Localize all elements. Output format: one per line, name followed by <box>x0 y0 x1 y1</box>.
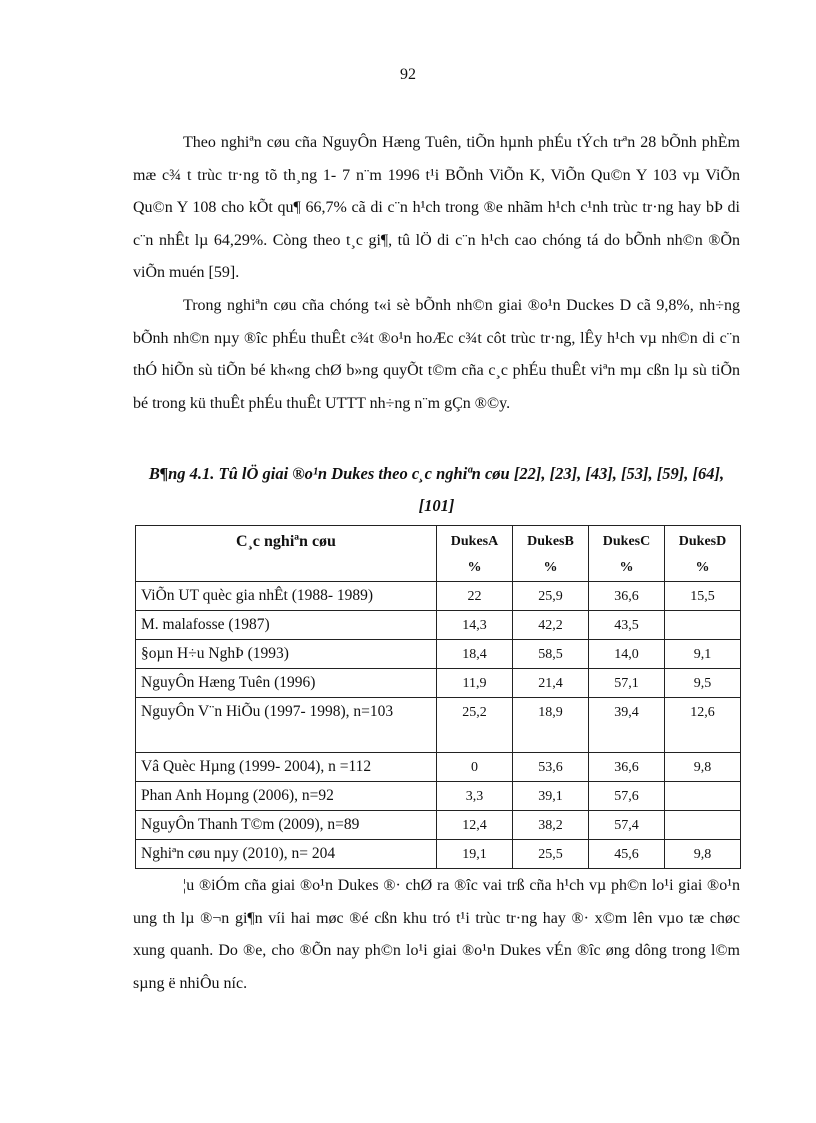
page-number: 92 <box>400 66 416 83</box>
paragraph-1-text: Theo nghiªn cøu cña NguyÔn Hæng Tuên, tiÕn hµnh phÉu tÝch trªn 28 bÕnh phÈm mæ c¾ t trùc tr·ng tõ th¸ng 1- 7 n¨m 1996 t¹i BÕnh ViÕn K, ViÕn Qu©n Y 103 vµ ViÕn Qu©n Y 108 cho kÕt qu¶ 66,7% cã di c¨n h¹ch trong ®e nhãm h¹ch c¹nh trùc tr·ng hay bÞ di c¨n nhÊt lµ 64,29%. Còng theo t¸c gi¶, tû lÖ di c¨n h¹ch cao chóng tá do bÕnh nh©n ®Õn viÕn muén [59]. <box>133 134 740 282</box>
dukes-b-value: 25,9 <box>513 582 589 611</box>
table-row <box>136 698 741 753</box>
study-name: NguyÔn Hæng Tuên (1996) <box>136 669 437 698</box>
table-row <box>136 611 741 640</box>
header-dukes-b <box>513 526 589 582</box>
header-dukes-c-unit: % <box>619 560 634 575</box>
dukes-b-value: 25,5 <box>513 840 589 869</box>
header-dukes-b-unit: % <box>543 560 558 575</box>
paragraph-3 <box>133 870 740 1000</box>
table-row <box>136 640 741 669</box>
dukes-a-value: 25,2 <box>437 698 513 753</box>
table-row <box>136 582 741 611</box>
study-name: Nghiªn cøu nµy (2010), n= 204 <box>136 840 437 869</box>
dukes-d-value: 9,5 <box>665 669 741 698</box>
table-row <box>136 811 741 840</box>
dukes-d-value: 12,6 <box>665 698 741 753</box>
dukes-a-value: 14,3 <box>437 611 513 640</box>
dukes-b-value: 42,2 <box>513 611 589 640</box>
dukes-b-value: 53,6 <box>513 753 589 782</box>
dukes-c-value: 43,5 <box>589 611 665 640</box>
header-dukes-d <box>665 526 741 582</box>
header-dukes-c-label: DukesC <box>602 534 651 549</box>
header-studies: C¸c nghiªn cøu <box>136 526 437 582</box>
table-row <box>136 753 741 782</box>
dukes-d-value: 15,5 <box>665 582 741 611</box>
study-name: Vâ Quèc Hµng (1999- 2004), n =112 <box>136 753 437 782</box>
table-row <box>136 669 741 698</box>
dukes-a-value: 22 <box>437 582 513 611</box>
header-dukes-a <box>437 526 513 582</box>
header-dukes-d-unit: % <box>695 560 710 575</box>
dukes-c-value: 36,6 <box>589 753 665 782</box>
dukes-a-value: 0 <box>437 753 513 782</box>
dukes-a-value: 19,1 <box>437 840 513 869</box>
dukes-d-value <box>665 811 741 840</box>
dukes-a-value: 3,3 <box>437 782 513 811</box>
header-dukes-a-unit: % <box>467 560 482 575</box>
dukes-c-value: 14,0 <box>589 640 665 669</box>
dukes-d-value: 9,1 <box>665 640 741 669</box>
table-row <box>136 782 741 811</box>
dukes-d-value <box>665 611 741 640</box>
study-name: M. malafosse (1987) <box>136 611 437 640</box>
table-row <box>136 840 741 869</box>
dukes-b-value: 39,1 <box>513 782 589 811</box>
dukes-c-value: 57,6 <box>589 782 665 811</box>
dukes-d-value: 9,8 <box>665 753 741 782</box>
study-name: Phan Anh Hoµng (2006), n=92 <box>136 782 437 811</box>
dukes-c-value: 57,1 <box>589 669 665 698</box>
dukes-d-value <box>665 782 741 811</box>
dukes-b-value: 18,9 <box>513 698 589 753</box>
dukes-stage-table <box>135 525 741 869</box>
dukes-a-value: 18,4 <box>437 640 513 669</box>
dukes-a-value: 11,9 <box>437 669 513 698</box>
study-name: NguyÔn Thanh T©m (2009), n=89 <box>136 811 437 840</box>
study-name: §oµn H÷u NghÞ (1993) <box>136 640 437 669</box>
dukes-b-value: 58,5 <box>513 640 589 669</box>
header-dukes-a-label: DukesA <box>450 534 499 549</box>
table-caption: B¶ng 4.1. Tû lÖ giai ®o¹n Dukes theo c¸c nghiªn cøu [22], [23], [43], [53], [59], [64], [101] <box>148 464 725 515</box>
dukes-c-value: 45,6 <box>589 840 665 869</box>
header-dukes-d-label: DukesD <box>678 534 727 549</box>
paragraph-2 <box>133 290 740 420</box>
paragraph-3-text: ¦u ®iÓm cña giai ®o¹n Dukes ®· chØ ra ®îc vai trß cña h¹ch vµ ph©n lo¹i giai ®o¹n ung th lµ ®¬n gi¶n víi hai møc ®é cßn khu tró t¹i trùc tr·ng hay ®· x©m lên vµo tæ chøc xung quanh. Do ®e, cho ®Õn nay ph©n lo¹i giai ®o¹n Dukes vÉn ®îc øng dông trong l©m sµng ë nhiÔu níc. <box>133 877 740 992</box>
dukes-a-value: 12,4 <box>437 811 513 840</box>
dukes-c-value: 57,4 <box>589 811 665 840</box>
study-name: NguyÔn V¨n HiÕu (1997- 1998), n=103 <box>136 698 437 753</box>
table-header-row <box>136 526 741 582</box>
header-dukes-c <box>589 526 665 582</box>
dukes-d-value: 9,8 <box>665 840 741 869</box>
paragraph-2-text: Trong nghiªn cøu cña chóng t«i sè bÕnh nh©n giai ®o¹n Duckes D cã 9,8%, nh÷ng bÕnh nh©n nµy ®îc phÉu thuÊt c¾t ®o¹n hoÆc c¾t côt trùc tr·ng, lÊy h¹ch vµ nh©n di c¨n thÓ hiÕn sù tiÕn bé kh«ng chØ b»ng quyÕt t©m cña c¸c phÉu thuÊt viªn mµ cßn lµ sù tiÕn bé trong kü thuÊt phÉu thuÊt UTTT nh÷ng n¨m gÇn ®©y. <box>133 297 740 412</box>
dukes-b-value: 38,2 <box>513 811 589 840</box>
dukes-b-value: 21,4 <box>513 669 589 698</box>
dukes-c-value: 36,6 <box>589 582 665 611</box>
dukes-c-value: 39,4 <box>589 698 665 753</box>
paragraph-1 <box>133 127 740 290</box>
study-name: ViÕn UT quèc gia nhÊt (1988- 1989) <box>136 582 437 611</box>
header-dukes-b-label: DukesB <box>527 534 574 549</box>
